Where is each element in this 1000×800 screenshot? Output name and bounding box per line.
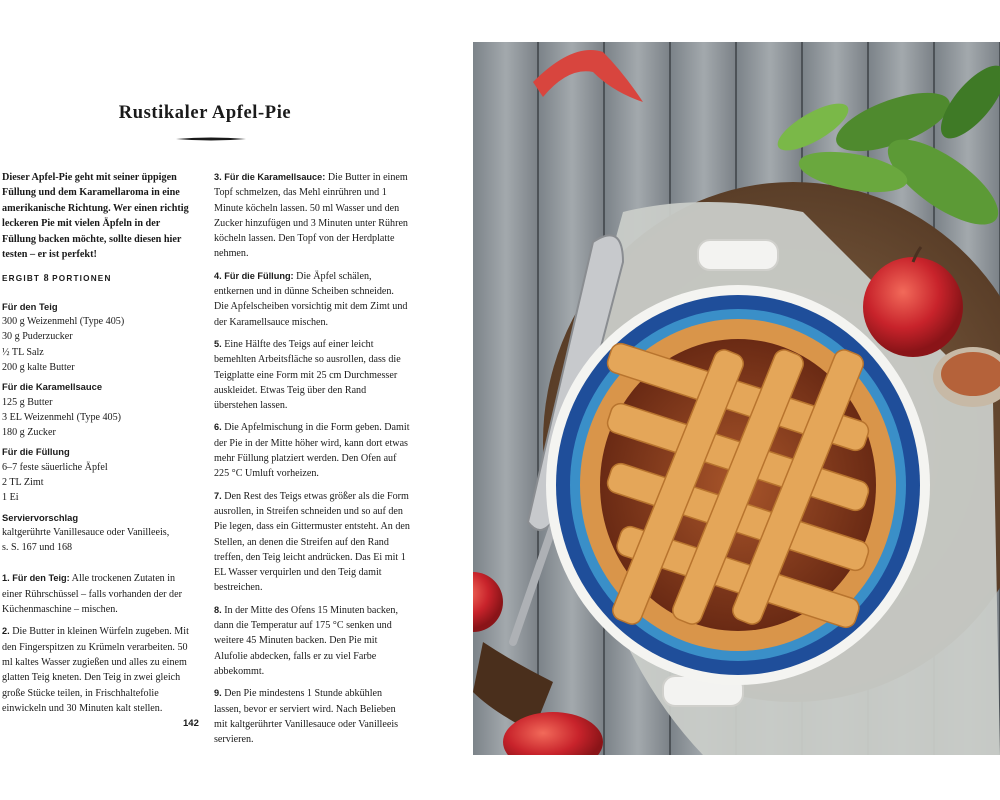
recipe-step — [214, 170, 410, 262]
step-text: Die Apfelmischung in die Form geben. Damit der Pie in der Mitte höher wird, kann dort etwas mehr Füllung platziert werden. Den Ofen auf 225 °C Umluft vorheizen. — [214, 422, 410, 480]
recipe-step — [2, 571, 196, 617]
ingredient-group — [2, 379, 196, 440]
ingredient-group — [2, 510, 196, 556]
step-heading: 2. — [2, 626, 10, 637]
page-number: 142 — [183, 718, 199, 729]
photo-illustration — [473, 42, 1000, 755]
step-heading: 9. — [214, 688, 222, 699]
yield-unit: PORTIONEN — [52, 274, 112, 284]
steps-right — [214, 170, 410, 747]
ingredient-group — [2, 299, 196, 375]
step-text: Die Äpfel schälen, entkernen und in dünne Scheiben schneiden. Die Apfelscheiben vorsichtig mit dem Zimt und der Karamellsauce mischen. — [214, 270, 408, 328]
ingredient-group-title: Für die Füllung — [2, 446, 70, 458]
ingredient-group-title: Für den Teig — [2, 300, 58, 312]
recipe-title: Rustikaler Apfel-Pie — [118, 103, 292, 123]
ingredient-group — [2, 444, 196, 505]
step-text: Den Rest des Teigs etwas größer als die Form ausrollen, in Streifen schneiden und so auf den Pie legen, dass ein Gittermuster entsteht. An den Stellen, an denen die Streifen auf den Rand treffen, den Teig leicht andrücken. Das Ei mit 1 EL Wasser verquirlen und den Teig damit bestreichen. — [214, 490, 410, 594]
step-text: Die Butter in kleinen Würfeln zugeben. Mit den Fingerspitzen zu Krümeln verarbeiten. 50 ml kaltes Wasser zugießen und alles zu einem glatten Teig kneten. Den Teig in zwei gleich große Stücke teilen, in Frischhaltefolie einwickeln und 30 Minuten kalt stellen. — [2, 626, 189, 714]
recipe-step — [214, 269, 410, 330]
step-heading: 4. Für die Füllung: — [214, 270, 294, 281]
recipe-step — [214, 489, 410, 596]
ingredient-item: s. S. 167 und 168 — [2, 542, 73, 554]
step-text: Die Butter in einem Topf schmelzen, das Mehl einrühren und 1 Minute köcheln lassen. 50 ml Wasser und den Zucker hinzufügen und 3 Minuten unter Rühren köcheln lassen. Den Topf von der Herdplatte nehmen. — [214, 172, 408, 260]
right-column — [214, 170, 410, 754]
ingredient-item: 180 g Zucker — [2, 427, 56, 439]
recipe-step — [2, 624, 196, 716]
apple-pie-photo — [473, 42, 1000, 755]
recipe-step — [214, 420, 410, 481]
recipe-step — [214, 603, 410, 679]
yield-number: 8 — [43, 273, 49, 285]
ingredient-item: 125 g Butter — [2, 396, 53, 408]
step-text: Eine Hälfte des Teigs auf einer leicht bemehlten Arbeitsfläche so ausrollen, dass die Teigplatte eine Form mit 25 cm Durchmesser auskleidet. Etwas Teig über den Rand überstehen lassen. — [214, 338, 401, 412]
ingredient-group-title: Serviervorschlag — [2, 511, 79, 523]
left-column — [2, 170, 196, 723]
recipe-step — [214, 337, 410, 413]
ingredient-item: 3 EL Weizenmehl (Type 405) — [2, 411, 122, 423]
ingredient-item: 300 g Weizenmehl (Type 405) — [2, 316, 125, 328]
ingredient-item: 1 Ei — [2, 492, 19, 504]
ingredient-item: 30 g Puderzucker — [2, 331, 73, 343]
ingredient-item: 200 g kalte Butter — [2, 361, 75, 373]
steps-left — [2, 571, 196, 716]
step-heading: 5. — [214, 338, 222, 349]
step-heading: 3. Für die Karamellsauce: — [214, 172, 326, 182]
ingredient-group-title: Für die Karamellsauce — [2, 381, 103, 393]
step-heading: 6. — [214, 422, 222, 433]
yield-line — [2, 271, 196, 286]
step-heading: 8. — [214, 604, 222, 615]
ingredient-item: 6–7 feste säuerliche Äpfel — [2, 461, 108, 473]
left-page — [0, 0, 473, 800]
ingredient-item: kaltgerührte Vanillesauce oder Vanilleeis, — [2, 526, 170, 538]
step-text: Den Pie mindestens 1 Stunde abkühlen lassen, bevor er serviert wird. Nach Belieben mit kaltgerührter Vanillesauce oder Vanilleeis servieren. — [214, 688, 399, 746]
step-heading: 1. Für den Teig: — [2, 573, 70, 584]
ingredient-item: 2 TL Zimt — [2, 477, 44, 488]
step-text: In der Mitte des Ofens 15 Minuten backen, dann die Temperatur auf 175 °C senken und weitere 45 Minuten backen. Den Pie mit Alufolie abdecken, falls er zu viel Farbe abbekommt. — [214, 604, 398, 677]
recipe-step — [214, 686, 410, 747]
ingredient-item: ½ TL Salz — [2, 346, 44, 358]
ingredient-list — [2, 299, 196, 556]
step-text: Alle trockenen Zutaten in einer Rührschüssel – falls vorhanden der der Küchenmaschine – mischen. — [2, 573, 182, 616]
title-ornament-rule — [176, 136, 246, 142]
step-heading: 7. — [214, 490, 222, 501]
yield-label: ERGIBT — [2, 274, 41, 284]
intro-text: Dieser Apfel-Pie geht mit seiner üppigen Füllung und dem Karamellaroma in eine amerikanische Richtung. Wer einen richtig leckeren Pie mit vielen Äpfeln in der Füllung backen möchte, sollte diesen hier testen – er ist perfekt! — [2, 172, 189, 261]
